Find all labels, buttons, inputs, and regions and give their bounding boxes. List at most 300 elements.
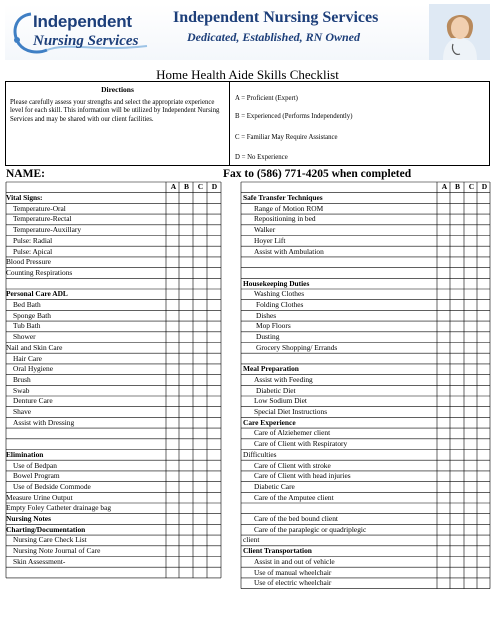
left-rating-cell-a[interactable] [167, 482, 179, 492]
left-rating-cell-d[interactable] [208, 407, 221, 417]
left-rating-cell-d[interactable] [208, 257, 221, 267]
right-rating-cell-d[interactable] [478, 193, 490, 203]
right-rating-cell-c[interactable] [465, 471, 477, 481]
right-rating-cell-b[interactable] [451, 290, 464, 300]
left-rating-cell-a[interactable] [167, 471, 179, 481]
left-rating-cell-a[interactable] [167, 557, 179, 567]
left-rating-cell-b[interactable] [180, 482, 193, 492]
right-rating-cell-b[interactable] [451, 493, 464, 503]
right-rating-cell-b[interactable] [451, 204, 464, 214]
left-rating-cell-a[interactable] [167, 397, 179, 407]
left-rating-cell-c[interactable] [194, 193, 207, 203]
right-skill-row: client [243, 535, 260, 545]
left-rating-cell-a[interactable] [167, 375, 179, 385]
left-rating-cell-d[interactable] [208, 536, 221, 546]
right-rating-cell-a[interactable] [438, 397, 450, 407]
left-rating-cell-d[interactable] [208, 290, 221, 300]
right-rating-cell-b[interactable] [451, 418, 464, 428]
left-rating-cell-a[interactable] [167, 418, 179, 428]
right-rating-cell-a[interactable] [438, 279, 450, 289]
right-rating-cell-b[interactable] [451, 397, 464, 407]
left-rating-cell-c[interactable] [194, 557, 207, 567]
right-rating-cell-b[interactable] [451, 279, 464, 289]
right-rating-cell-b[interactable] [451, 225, 464, 235]
right-rating-cell-d[interactable] [478, 450, 490, 460]
left-rating-cell-c[interactable] [194, 482, 207, 492]
right-rating-cell-a[interactable] [438, 429, 450, 439]
right-rating-cell-c[interactable] [465, 439, 477, 449]
left-rating-cell-b[interactable] [180, 525, 193, 535]
right-rating-cell-a[interactable] [438, 536, 450, 546]
right-skill-row: Low Sodium Diet [254, 396, 307, 406]
right-rating-cell-c[interactable] [465, 311, 477, 321]
right-rating-cell-d[interactable] [478, 215, 490, 225]
right-rating-cell-d[interactable] [478, 429, 490, 439]
right-rating-cell-b[interactable] [451, 536, 464, 546]
left-rating-cell-c[interactable] [194, 364, 207, 374]
right-rating-cell-c[interactable] [465, 514, 477, 524]
left-rating-cell-d[interactable] [208, 343, 221, 353]
fax-instructions: Fax to (586) 771-4205 when completed [223, 168, 412, 180]
right-rating-cell-c[interactable] [465, 397, 477, 407]
right-rating-cell-b[interactable] [451, 386, 464, 396]
right-rating-cell-d[interactable] [478, 236, 490, 246]
right-rating-cell-b[interactable] [451, 311, 464, 321]
right-rating-cell-a[interactable] [438, 471, 450, 481]
left-rating-cell-d[interactable] [208, 514, 221, 524]
right-rating-cell-d[interactable] [478, 386, 490, 396]
left-rating-cell-c[interactable] [194, 375, 207, 385]
left-rating-cell-b[interactable] [180, 300, 193, 310]
left-rating-cell-d[interactable] [208, 418, 221, 428]
left-rating-cell-a[interactable] [167, 236, 179, 246]
left-rating-cell-d[interactable] [208, 268, 221, 278]
left-rating-cell-d[interactable] [208, 364, 221, 374]
right-rating-cell-b[interactable] [451, 568, 464, 578]
left-rating-cell-a[interactable] [167, 247, 179, 257]
left-rating-cell-b[interactable] [180, 461, 193, 471]
right-rating-cell-a[interactable] [438, 568, 450, 578]
right-rating-cell-c[interactable] [465, 557, 477, 567]
left-rating-cell-b[interactable] [180, 375, 193, 385]
right-rating-cell-c[interactable] [465, 247, 477, 257]
left-rating-cell-c[interactable] [194, 407, 207, 417]
left-rating-cell-a[interactable] [167, 461, 179, 471]
right-rating-cell-d[interactable] [478, 568, 490, 578]
right-rating-cell-a[interactable] [438, 332, 450, 342]
left-rating-cell-d[interactable] [208, 322, 221, 332]
left-rating-cell-c[interactable] [194, 504, 207, 514]
right-rating-cell-a[interactable] [438, 364, 450, 374]
right-rating-cell-c[interactable] [465, 568, 477, 578]
left-rating-cell-b[interactable] [180, 225, 193, 235]
left-skill-row: Empty Foley Catheter drainage bag [6, 503, 112, 513]
left-rating-cell-a[interactable] [167, 450, 179, 460]
left-rating-cell-b[interactable] [180, 536, 193, 546]
right-rating-cell-c[interactable] [465, 461, 477, 471]
left-rating-cell-c[interactable] [194, 300, 207, 310]
right-rating-cell-d[interactable] [478, 471, 490, 481]
left-rating-cell-a[interactable] [167, 332, 179, 342]
left-rating-cell-c[interactable] [194, 257, 207, 267]
right-rating-cell-b[interactable] [451, 525, 464, 535]
left-skill-row: Bowel Program [13, 471, 60, 481]
left-rating-cell-a[interactable] [167, 354, 179, 364]
right-rating-cell-a[interactable] [438, 236, 450, 246]
left-rating-cell-d[interactable] [208, 386, 221, 396]
left-rating-cell-b[interactable] [180, 471, 193, 481]
company-logo [7, 6, 153, 58]
left-rating-cell-a[interactable] [167, 546, 179, 556]
left-rating-cell-c[interactable] [194, 418, 207, 428]
right-rating-cell-b[interactable] [451, 375, 464, 385]
right-rating-cell-d[interactable] [478, 311, 490, 321]
right-rating-cell-b[interactable] [451, 300, 464, 310]
right-rating-cell-c[interactable] [465, 407, 477, 417]
left-rating-cell-b[interactable] [180, 204, 193, 214]
left-rating-cell-d[interactable] [208, 546, 221, 556]
right-rating-cell-d[interactable] [478, 557, 490, 567]
right-rating-cell-a[interactable] [438, 439, 450, 449]
right-rating-cell-a[interactable] [438, 386, 450, 396]
left-rating-cell-c[interactable] [194, 204, 207, 214]
right-rating-cell-b[interactable] [451, 557, 464, 567]
right-rating-cell-d[interactable] [478, 364, 490, 374]
right-rating-cell-c[interactable] [465, 225, 477, 235]
right-rating-cell-d[interactable] [478, 247, 490, 257]
document-title: Home Health Aide Skills Checklist [156, 67, 339, 82]
left-rating-cell-b[interactable] [180, 268, 193, 278]
right-rating-cell-d[interactable] [478, 300, 490, 310]
right-rating-cell-c[interactable] [465, 546, 477, 556]
right-rating-cell-a[interactable] [438, 322, 450, 332]
right-rating-cell-a[interactable] [438, 482, 450, 492]
left-rating-cell-b[interactable] [180, 397, 193, 407]
right-rating-cell-d[interactable] [478, 343, 490, 353]
right-skill-row: Difficulties [243, 449, 277, 459]
right-rating-cell-d[interactable] [478, 536, 490, 546]
left-rating-cell-a[interactable] [167, 215, 179, 225]
right-rating-cell-d[interactable] [478, 407, 490, 417]
right-rating-cell-b[interactable] [451, 343, 464, 353]
left-rating-cell-d[interactable] [208, 482, 221, 492]
left-rating-cell-c[interactable] [194, 471, 207, 481]
level-c-text: C = Familiar May Require Assistance [235, 134, 338, 141]
right-rating-cell-c[interactable] [465, 493, 477, 503]
left-rating-cell-a[interactable] [167, 290, 179, 300]
right-rating-cell-c[interactable] [465, 536, 477, 546]
left-rating-cell-d[interactable] [208, 311, 221, 321]
right-rating-cell-c[interactable] [465, 525, 477, 535]
right-rating-cell-b[interactable] [451, 471, 464, 481]
right-rating-cell-a[interactable] [438, 215, 450, 225]
right-rating-cell-d[interactable] [478, 375, 490, 385]
left-rating-cell-a[interactable] [167, 514, 179, 524]
left-skill-row: Shower [13, 332, 36, 342]
left-rating-cell-b[interactable] [180, 247, 193, 257]
right-rating-cell-b[interactable] [451, 439, 464, 449]
right-rating-cell-c[interactable] [465, 450, 477, 460]
left-rating-cell-c[interactable] [194, 322, 207, 332]
left-rating-cell-c[interactable] [194, 290, 207, 300]
left-skill-row [6, 568, 165, 579]
right-rating-cell-b[interactable] [451, 429, 464, 439]
left-rating-cell-c[interactable] [194, 268, 207, 278]
right-rating-cell-b[interactable] [451, 461, 464, 471]
left-rating-cell-c[interactable] [194, 450, 207, 460]
right-skill-row: Use of electric wheelchair [254, 578, 332, 588]
left-skill-row: Denture Care [13, 396, 53, 406]
left-rating-cell-d[interactable] [208, 504, 221, 514]
right-skill-row: Assist with Ambulation [254, 246, 324, 256]
left-rating-cell-a[interactable] [167, 300, 179, 310]
right-rating-cell-a[interactable] [438, 204, 450, 214]
right-rating-cell-d[interactable] [478, 397, 490, 407]
right-skill-row [243, 354, 436, 365]
right-rating-cell-b[interactable] [451, 450, 464, 460]
left-rating-cell-c[interactable] [194, 215, 207, 225]
left-rating-cell-b[interactable] [180, 354, 193, 364]
left-rating-cell-d[interactable] [208, 557, 221, 567]
right-skill-row: Washing Clothes [254, 289, 305, 299]
left-section-heading: Nursing Notes [6, 514, 51, 523]
right-rating-cell-a[interactable] [438, 493, 450, 503]
left-rating-cell-d[interactable] [208, 193, 221, 203]
right-rating-cell-d[interactable] [478, 439, 490, 449]
right-skill-row: Care of the paraplegic or quadriplegic [254, 524, 367, 534]
right-rating-cell-d[interactable] [478, 332, 490, 342]
left-rating-cell-c[interactable] [194, 525, 207, 535]
left-rating-cell-d[interactable] [208, 236, 221, 246]
column-header-c-left: C [197, 182, 204, 191]
left-rating-cell-a[interactable] [167, 407, 179, 417]
left-rating-cell-c[interactable] [194, 493, 207, 503]
left-skill-row: Tub Bath [13, 321, 41, 331]
left-rating-cell-a[interactable] [167, 204, 179, 214]
right-rating-cell-c[interactable] [465, 204, 477, 214]
right-rating-cell-d[interactable] [478, 204, 490, 214]
right-rating-cell-c[interactable] [465, 193, 477, 203]
left-rating-cell-a[interactable] [167, 311, 179, 321]
right-rating-cell-c[interactable] [465, 343, 477, 353]
left-rating-cell-a[interactable] [167, 322, 179, 332]
right-rating-cell-c[interactable] [465, 300, 477, 310]
left-rating-cell-b[interactable] [180, 386, 193, 396]
right-rating-cell-a[interactable] [438, 578, 450, 588]
left-rating-cell-d[interactable] [208, 225, 221, 235]
left-rating-cell-b[interactable] [180, 504, 193, 514]
left-rating-cell-d[interactable] [208, 397, 221, 407]
column-header-d-left: D [211, 182, 218, 191]
right-skill-row: Care of the Amputee client [254, 492, 334, 502]
left-rating-cell-b[interactable] [180, 493, 193, 503]
right-skill-row [243, 268, 436, 279]
left-rating-cell-b[interactable] [180, 407, 193, 417]
left-rating-cell-b[interactable] [180, 290, 193, 300]
directions-text: Please carefully assess your strengths and select the appropriate experience level for each skill. This information will be utilized by Independent Nursing Services and may be shared with our client facilities. [10, 99, 220, 123]
column-header-b-right: B [454, 182, 460, 191]
right-rating-cell-a[interactable] [438, 247, 450, 257]
left-rating-cell-b[interactable] [180, 343, 193, 353]
right-section-heading: Housekeeping Duties [243, 278, 310, 288]
left-skill-row: Assist with Dressing [13, 417, 75, 427]
left-rating-cell-a[interactable] [167, 536, 179, 546]
left-skill-row: Temperature-Oral [13, 203, 66, 213]
right-skill-row: Care of Client with head injuries [254, 471, 351, 481]
left-rating-cell-b[interactable] [180, 322, 193, 332]
right-rating-cell-c[interactable] [465, 578, 477, 588]
left-rating-cell-b[interactable] [180, 418, 193, 428]
left-rating-cell-b[interactable] [180, 557, 193, 567]
left-skill-row: Temperature-Auxillary [13, 225, 82, 235]
right-rating-cell-a[interactable] [438, 514, 450, 524]
right-rating-cell-a[interactable] [438, 225, 450, 235]
left-skill-row: Bed Bath [13, 300, 41, 309]
right-rating-cell-d[interactable] [478, 418, 490, 428]
left-rating-cell-c[interactable] [194, 354, 207, 364]
left-rating-cell-b[interactable] [180, 236, 193, 246]
left-rating-cell-c[interactable] [194, 343, 207, 353]
right-rating-cell-a[interactable] [438, 525, 450, 535]
right-rating-cell-d[interactable] [478, 461, 490, 471]
left-rating-cell-b[interactable] [180, 257, 193, 267]
left-rating-cell-c[interactable] [194, 536, 207, 546]
left-rating-cell-d[interactable] [208, 204, 221, 214]
left-rating-cell-d[interactable] [208, 215, 221, 225]
right-rating-cell-c[interactable] [465, 364, 477, 374]
left-rating-cell-a[interactable] [167, 386, 179, 396]
left-rating-cell-d[interactable] [208, 300, 221, 310]
left-rating-cell-b[interactable] [180, 311, 193, 321]
left-rating-cell-d[interactable] [208, 375, 221, 385]
left-rating-cell-c[interactable] [194, 332, 207, 342]
left-rating-cell-a[interactable] [167, 225, 179, 235]
right-rating-cell-b[interactable] [451, 193, 464, 203]
left-rating-cell-c[interactable] [194, 546, 207, 556]
right-rating-cell-a[interactable] [438, 557, 450, 567]
left-rating-cell-b[interactable] [180, 332, 193, 342]
left-rating-cell-b[interactable] [180, 215, 193, 225]
left-rating-cell-b[interactable] [180, 450, 193, 460]
right-rating-cell-c[interactable] [465, 236, 477, 246]
right-rating-cell-c[interactable] [465, 332, 477, 342]
right-rating-cell-d[interactable] [478, 225, 490, 235]
right-rating-cell-a[interactable] [438, 300, 450, 310]
right-rating-cell-a[interactable] [438, 311, 450, 321]
right-rating-cell-a[interactable] [438, 343, 450, 353]
right-rating-cell-c[interactable] [465, 418, 477, 428]
left-rating-cell-a[interactable] [167, 493, 179, 503]
left-section-heading: Personal Care ADL [6, 289, 68, 299]
right-rating-cell-c[interactable] [465, 215, 477, 225]
left-rating-cell-a[interactable] [167, 343, 179, 353]
right-rating-cell-a[interactable] [438, 375, 450, 385]
directions-divider [229, 82, 230, 165]
left-rating-cell-d[interactable] [208, 332, 221, 342]
left-rating-cell-d[interactable] [208, 450, 221, 460]
right-rating-cell-c[interactable] [465, 386, 477, 396]
right-rating-cell-a[interactable] [438, 193, 450, 203]
left-rating-cell-d[interactable] [208, 471, 221, 481]
right-rating-cell-c[interactable] [465, 322, 477, 332]
left-rating-cell-c[interactable] [194, 311, 207, 321]
right-rating-cell-b[interactable] [451, 332, 464, 342]
right-rating-cell-d[interactable] [478, 578, 490, 588]
left-rating-cell-b[interactable] [180, 364, 193, 374]
right-rating-cell-c[interactable] [465, 375, 477, 385]
left-rating-cell-d[interactable] [208, 461, 221, 471]
left-rating-cell-b[interactable] [180, 193, 193, 203]
left-rating-cell-a[interactable] [167, 257, 179, 267]
left-rating-cell-c[interactable] [194, 397, 207, 407]
left-rating-cell-b[interactable] [180, 514, 193, 524]
right-rating-cell-d[interactable] [478, 290, 490, 300]
right-skill-row: Assist with Feeding [254, 374, 313, 384]
left-rating-cell-a[interactable] [167, 268, 179, 278]
right-rating-cell-d[interactable] [478, 322, 490, 332]
left-rating-cell-d[interactable] [208, 493, 221, 503]
left-rating-cell-a[interactable] [167, 193, 179, 203]
right-rating-cell-c[interactable] [465, 279, 477, 289]
right-rating-cell-b[interactable] [451, 514, 464, 524]
right-rating-cell-b[interactable] [451, 364, 464, 374]
right-rating-cell-b[interactable] [451, 578, 464, 588]
right-rating-cell-b[interactable] [451, 407, 464, 417]
left-rating-cell-c[interactable] [194, 247, 207, 257]
left-rating-cell-a[interactable] [167, 504, 179, 514]
right-rating-cell-d[interactable] [478, 546, 490, 556]
right-rating-cell-a[interactable] [438, 450, 450, 460]
left-rating-cell-a[interactable] [167, 364, 179, 374]
right-rating-cell-b[interactable] [451, 322, 464, 332]
right-rating-cell-c[interactable] [465, 429, 477, 439]
right-rating-cell-a[interactable] [438, 407, 450, 417]
right-skill-row: Repositioning in bed [254, 214, 316, 224]
right-rating-cell-d[interactable] [478, 525, 490, 535]
right-rating-cell-a[interactable] [438, 418, 450, 428]
right-rating-cell-a[interactable] [438, 546, 450, 556]
right-rating-cell-b[interactable] [451, 482, 464, 492]
left-rating-cell-b[interactable] [180, 546, 193, 556]
right-rating-cell-d[interactable] [478, 493, 490, 503]
right-skill-row: Range of Motion ROM [254, 203, 324, 213]
left-skill-row: Nail and Skin Care [6, 342, 63, 352]
left-rating-cell-c[interactable] [194, 386, 207, 396]
right-rating-cell-d[interactable] [478, 279, 490, 289]
nurse-photo-image [429, 4, 490, 60]
right-rating-cell-c[interactable] [465, 290, 477, 300]
right-rating-cell-a[interactable] [438, 461, 450, 471]
right-rating-cell-d[interactable] [478, 482, 490, 492]
right-rating-cell-c[interactable] [465, 482, 477, 492]
left-rating-cell-d[interactable] [208, 247, 221, 257]
right-rating-cell-b[interactable] [451, 236, 464, 246]
left-rating-cell-c[interactable] [194, 461, 207, 471]
left-rating-cell-c[interactable] [194, 514, 207, 524]
right-section-heading: Client Transportation [243, 546, 312, 556]
left-rating-cell-a[interactable] [167, 525, 179, 535]
left-skill-row: Sponge Bath [13, 310, 51, 320]
right-rating-cell-b[interactable] [451, 546, 464, 556]
left-rating-cell-d[interactable] [208, 525, 221, 535]
right-rating-cell-b[interactable] [451, 215, 464, 225]
left-rating-cell-c[interactable] [194, 236, 207, 246]
left-rating-cell-c[interactable] [194, 225, 207, 235]
right-rating-cell-d[interactable] [478, 514, 490, 524]
right-rating-cell-b[interactable] [451, 247, 464, 257]
right-rating-cell-a[interactable] [438, 290, 450, 300]
left-rating-cell-d[interactable] [208, 354, 221, 364]
